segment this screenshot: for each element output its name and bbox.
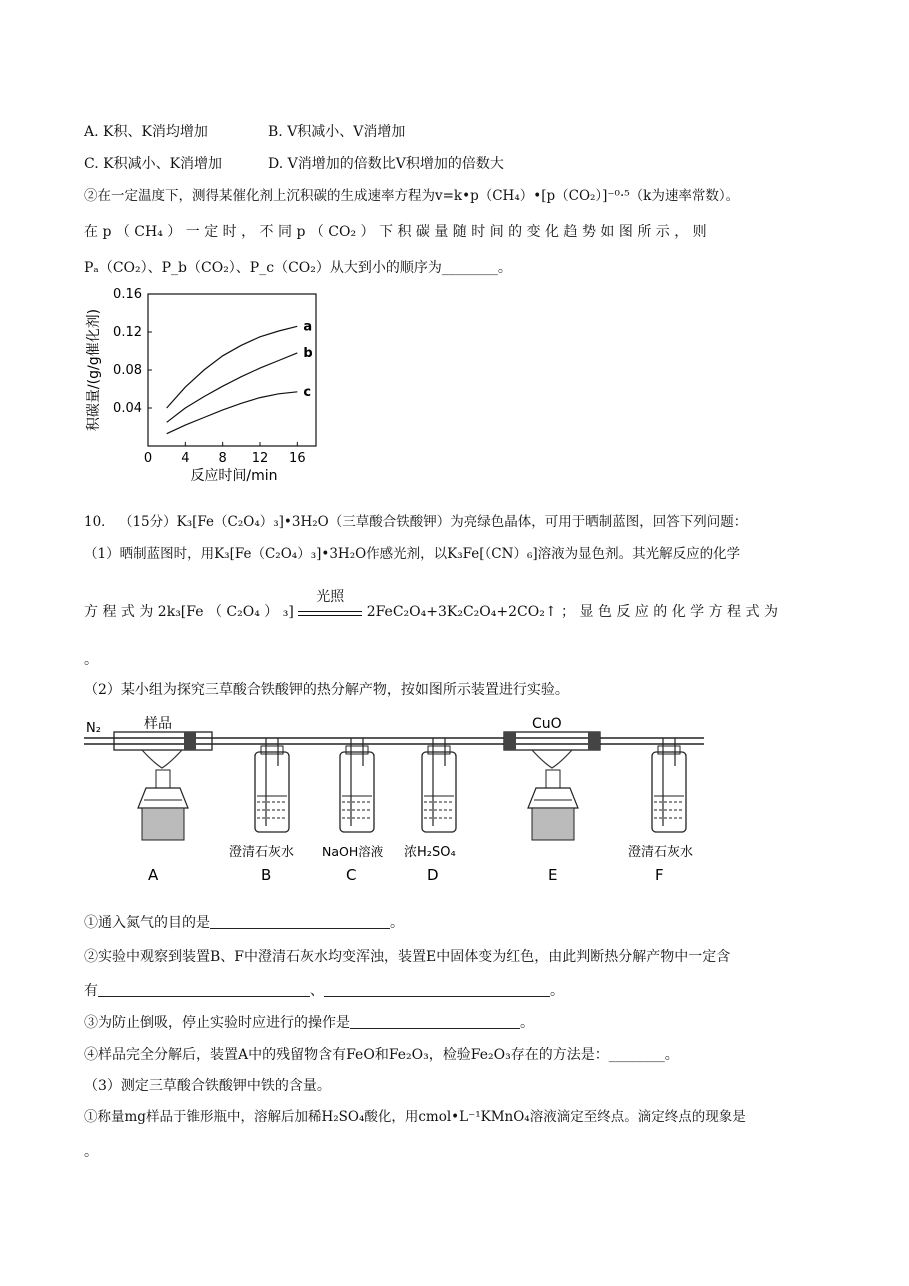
answer-blank-3[interactable] [350, 1014, 520, 1029]
chart-series [167, 319, 313, 433]
answer-blank-2a[interactable] [98, 982, 310, 997]
letter-f: F [655, 866, 664, 884]
letter-a: A [148, 866, 159, 884]
sub2-sep: 、 [310, 983, 324, 999]
bottle-c-part [346, 746, 368, 754]
x-tick-label: 12 [251, 451, 269, 466]
bottle-d [422, 738, 456, 832]
q10-sub1 [84, 913, 404, 933]
letter-e: E [548, 866, 558, 884]
light-condition: 光照 [316, 589, 345, 605]
series-label-b: b [303, 345, 313, 361]
x-tick-label: 16 [289, 451, 306, 466]
series-line-c [167, 392, 298, 434]
cuo-label: CuO [532, 716, 562, 732]
y-tick-label: 0.16 [113, 287, 142, 302]
series-line-a [167, 326, 298, 408]
option-a: A. K积、K消均增加 [84, 124, 208, 140]
x-axis-label: 反应时间/min [190, 468, 278, 484]
letter-b: B [261, 866, 272, 884]
option-c: C. K积减小、K消增加 [84, 156, 223, 172]
sub1-end: 。 [390, 915, 404, 931]
chart-axes [113, 287, 316, 466]
apparatus-diagram [84, 708, 724, 888]
apparatus-a [114, 732, 212, 840]
bottle-b [255, 738, 289, 832]
q10-part3: （3）测定三草酸合铁酸钾中铁的含量。 [84, 1078, 331, 1094]
equation-right: 2FeC₂O₄+3K₂C₂O₄+2CO₂↑ ； 显 色 反 应 的 化 学 方 程 式 为 [366, 604, 778, 620]
sub2-end: 。 [550, 983, 564, 999]
y-axis-label: 积碳量/(g/g催化剂) [86, 308, 102, 432]
bottle-b-part [255, 752, 289, 832]
x-tick-label: 4 [181, 451, 190, 466]
series-label-c: c [303, 384, 312, 400]
plot-frame [148, 294, 316, 446]
q10-part1: （1）晒制蓝图时，用K₃[Fe（C₂O₄）₃]•3H₂O作感光剂，以K₃Fe[（CN）₆]溶液为显色剂。其光解反应的化学 [84, 546, 741, 562]
bottle-c [340, 738, 374, 832]
series-label-a: a [303, 319, 313, 335]
q10-eq-end: 。 [84, 652, 98, 668]
bottle-f [652, 738, 686, 832]
answer-blank-2b[interactable] [324, 982, 550, 997]
sub3-end: 。 [520, 1015, 534, 1031]
bottle-b-part [261, 746, 283, 754]
label-b-reagent: 澄清石灰水 [229, 845, 295, 860]
n2-label: N₂ [86, 721, 101, 736]
apparatus-e [504, 732, 600, 840]
bottle-f-part [658, 746, 680, 754]
q9-part2-line2: 在 p （ CH₄ ） 一 定 时 ， 不 同 p （ CO₂ ） 下 积 碳 量 随 时 间 的 变 化 趋 势 如 图 所 示 ， 则 [84, 224, 707, 240]
carbon-deposit-chart [84, 284, 324, 484]
q10-sub5: ①称量mg样品于锥形瓶中，溶解后加稀H₂SO₄酸化，用cmol•L⁻¹KMnO₄溶液滴定至终点。滴定终点的现象是 [84, 1109, 746, 1125]
q10-sub2: ②实验中观察到装置B、F中澄清石灰水均变浑浊，装置E中固体变为红色，由此判断热分解产物中一定含 [84, 949, 731, 965]
y-tick-label: 0.04 [113, 401, 142, 416]
bottle-f-part [652, 752, 686, 832]
bottle-d-part [422, 752, 456, 832]
sub1-text: ①通入氮气的目的是 [84, 915, 210, 931]
label-f-reagent: 澄清石灰水 [628, 845, 694, 860]
equation-left: 方 程 式 为 2k₃[Fe （ C₂O₄ ） ₃] [84, 604, 294, 620]
x-tick-label: 0 [143, 451, 153, 466]
letter-c: C [346, 866, 357, 884]
bottle-d-part [428, 746, 450, 754]
q10-part2: （2）某小组为探究三草酸合铁酸钾的热分解产物，按如图所示装置进行实验。 [84, 682, 569, 698]
q10-sub5-end: 。 [84, 1144, 98, 1160]
q10-sub3 [84, 1013, 534, 1033]
q10-sub4: ④样品完全分解后，装置A中的残留物含有FeO和Fe₂O₃，检验Fe₂O₃存在的方法是：________。 [84, 1047, 679, 1063]
x-tick-label: 8 [218, 451, 227, 466]
sample-label: 样品 [144, 716, 172, 732]
y-tick-label: 0.08 [113, 363, 142, 378]
equation-arrow [298, 589, 362, 616]
label-c-reagent: NaOH溶液 [322, 844, 384, 859]
y-tick-label: 0.12 [113, 325, 142, 340]
q10-equation-line [84, 589, 778, 622]
q10-heading: 10． （15分）K₃[Fe（C₂O₄）₃]•3H₂O（三草酸合铁酸钾）为亮绿色晶体，可用于晒制蓝图，回答下列问题： [84, 514, 748, 530]
q9-part2-line1: ②在一定温度下，测得某催化剂上沉积碳的生成速率方程为v=k•p（CH₄）•[p（CO₂）]⁻⁰·⁵（k为速率常数）。 [84, 188, 740, 204]
q9-part2-line3: Pₐ（CO₂）、P_b（CO₂）、P_c（CO₂）从大到小的顺序为________。 [84, 260, 512, 276]
option-d: D. V消增加的倍数比V积增加的倍数大 [268, 156, 504, 172]
label-d-reagent: 浓H₂SO₄ [404, 845, 456, 860]
letter-d: D [427, 866, 439, 884]
bottle-c-part [340, 752, 374, 832]
q10-sub2-answer [84, 981, 564, 1001]
sub2-lead: 有 [84, 983, 98, 999]
series-line-b [167, 353, 298, 422]
sub3-text: ③为防止倒吸，停止实验时应进行的操作是 [84, 1015, 350, 1031]
option-b: B. V积减小、V消增加 [268, 124, 406, 140]
answer-blank-1[interactable] [210, 914, 390, 929]
